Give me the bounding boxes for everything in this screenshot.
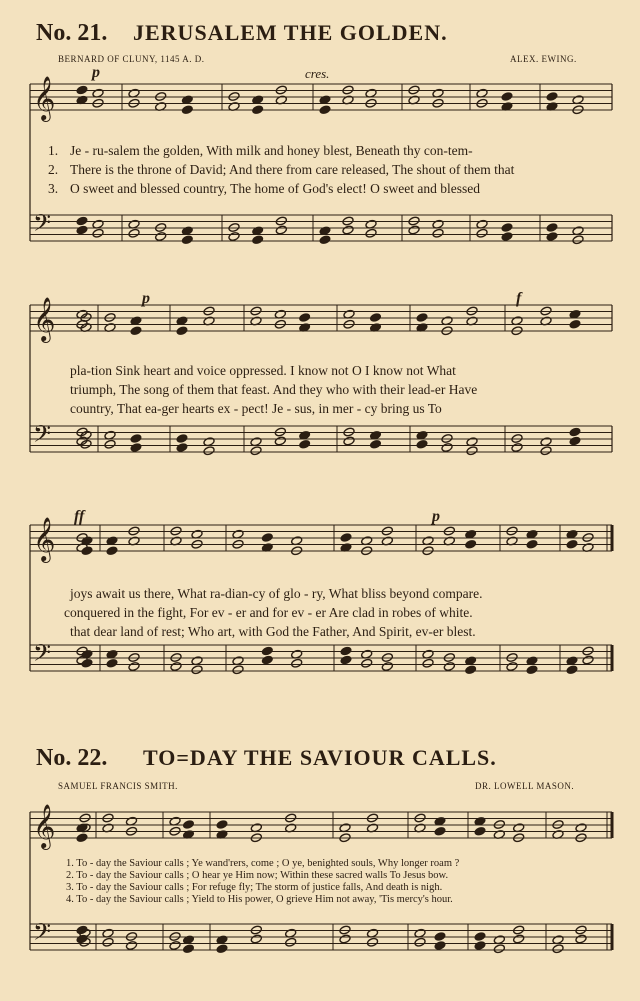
lyric-line: joys await us there, What ra-dian-cy of glo - ry, What bliss beyond compare. bbox=[70, 586, 483, 601]
svg-text:𝄢: 𝄢 bbox=[33, 639, 52, 672]
lyric-line: conquered in the fight, For ev - er and for ev - er Are clad in robes of white. bbox=[64, 605, 473, 620]
svg-text:𝄢: 𝄢 bbox=[33, 420, 52, 453]
svg-text:𝄢: 𝄢 bbox=[33, 918, 52, 951]
lyric-line: that dear land of rest; Who art, with God the Father, And Spirit, ev-er blest. bbox=[70, 624, 476, 639]
hymn-21-author: BERNARD OF CLUNY, 1145 A. D. bbox=[58, 54, 205, 64]
lyric-line: 2. To - day the Saviour calls ; O hear ye Him now; Within these sacred walls To Jesus bow. bbox=[66, 870, 449, 881]
svg-text:𝄢: 𝄢 bbox=[33, 209, 52, 242]
svg-text:𝄞: 𝄞 bbox=[33, 804, 56, 848]
svg-text:𝄞: 𝄞 bbox=[33, 517, 56, 561]
lyric-line: triumph, The song of them that feast. And they who with their lead-er Have bbox=[70, 382, 478, 397]
hymn-21-number: No. 21. bbox=[36, 20, 108, 46]
hymn-22-title: TO=DAY THE SAVIOUR CALLS. bbox=[143, 745, 497, 770]
hymn-22-author: SAMUEL FRANCIS SMITH. bbox=[58, 781, 178, 791]
svg-text:𝄞: 𝄞 bbox=[33, 76, 56, 120]
lyric-line: 1. Je - ru-salem the golden, With milk and honey blest, Beneath thy con-tem- bbox=[48, 143, 473, 158]
dynamic-f: f bbox=[516, 290, 522, 307]
dynamic-ff: ff bbox=[74, 508, 85, 525]
hymn-22-composer: DR. LOWELL MASON. bbox=[475, 781, 575, 791]
dynamic-p: p bbox=[142, 290, 150, 307]
svg-text:𝄞: 𝄞 bbox=[33, 297, 56, 341]
lyric-line: pla-tion Sink heart and voice oppressed. I know not O I know not What bbox=[70, 363, 456, 378]
dynamic-p: p bbox=[92, 64, 100, 81]
dynamic-cres: cres. bbox=[305, 66, 330, 81]
lyric-line: 2. There is the throne of David; And there from care released, The shout of them that bbox=[48, 162, 515, 177]
hymn-22-number: No. 22. bbox=[36, 745, 108, 771]
lyric-line: country, That ea-ger hearts ex - pect! Je - sus, in mer - cy bring us To bbox=[70, 401, 442, 416]
lyric-line: 3. O sweet and blessed country, The home of God's elect! O sweet and blessed bbox=[48, 181, 480, 196]
lyric-line: 4. To - day the Saviour calls ; Yield to His power, O grieve Him not away, 'Tis mercy's hour. bbox=[66, 894, 453, 905]
lyric-line: 1. To - day the Saviour calls ; Ye wand'rers, come ; O ye, benighted souls, Why longer roam ? bbox=[66, 858, 460, 869]
dynamic-p: p bbox=[432, 508, 440, 525]
lyric-line: 3. To - day the Saviour calls ; For refuge fly; The storm of justice falls, And death is nigh. bbox=[66, 882, 443, 893]
hymn-21-title: JERUSALEM THE GOLDEN. bbox=[133, 20, 448, 45]
hymn-21-composer: ALEX. EWING. bbox=[510, 54, 577, 64]
